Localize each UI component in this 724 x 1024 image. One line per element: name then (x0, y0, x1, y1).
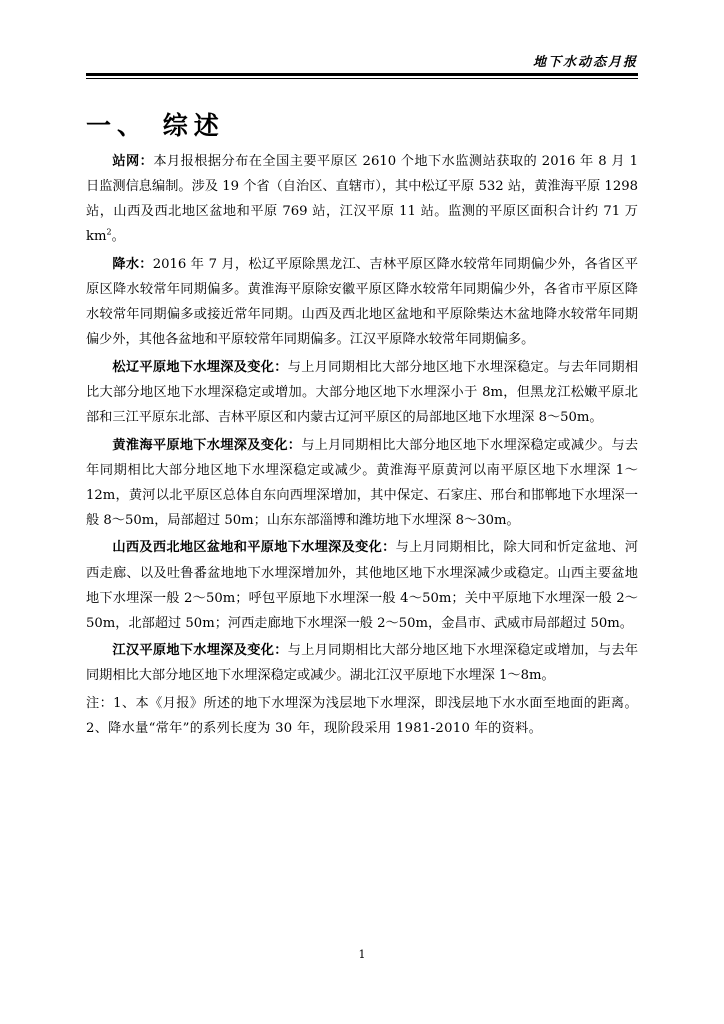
paragraph-jianghan (86, 638, 638, 688)
paragraph-text: 与上月同期相比大部分地区地下水埋深稳定或增加，与去年同期相比大部分地区地下水埋深稳定或减少。湖北江汉平原地下水埋深 1～8m。 (86, 643, 639, 684)
paragraph-text: 与上月同期相比大部分地区地下水埋深稳定。与去年同期相比大部分地区地下水埋深稳定或增加。大部分地区地下水埋深小于 8m，但黑龙江松嫩平原北部和三江平原东北部、吉林平原区和内蒙古辽河平原区的局部地区地下水埋深 8～50m。 (86, 359, 639, 425)
paragraph-text: 本月报根据分布在全国主要平原区 2610 个地下水监测站获取的 2016 年 8 月 1 日监测信息编制。涉及 19 个省（自治区、直辖市），其中松辽平原 532 站，黄淮海平原 1298 站，山西及西北地区盆地和平原 769 站，江汉平原 11 站。监测的平原区面积合计约 71 万 km (86, 154, 638, 245)
paragraph-tail: 。 (111, 229, 125, 245)
paragraph-shanxi (86, 535, 638, 635)
paragraph-lead: 江汉平原地下水埋深及变化： (112, 643, 288, 659)
paragraph-text: 与上月同期相比大部分地区地下水埋深稳定或减少。与去年同期相比大部分地区地下水埋深稳定或减少。黄淮海平原黄河以南平原区地下水埋深 1～12m，黄河以北平原区总体自东向西埋深增加，其中保定、石家庄、邢台和邯郸地下水埋深一般 8～50m，局部超过 50m；山东东部淄博和潍坊地下水埋深 8～30m。 (86, 437, 639, 528)
report-title: 地下水动态月报 (532, 55, 638, 70)
paragraph-text: 与上月同期相比，除大同和忻定盆地、河西走廊、以及吐鲁番盆地地下水埋深增加外，其他地区地下水埋深减少或稳定。山西主要盆地地下水埋深一般 2～50m；呼包平原地下水埋深一般 4～50m；关中平原地下水埋深一般 2～50m，北部超过 50m；河西走廊地下水埋深一般 2～50m，金昌市、武威市局部超过 50m。 (86, 540, 639, 631)
header-divider (86, 73, 638, 79)
body-content (86, 149, 638, 741)
paragraph-text: 2016 年 7 月，松辽平原除黑龙江、吉林平原区降水较常年同期偏少外，各省区平原区降水较常年同期偏多。黄淮海平原除安徽平原区降水较常年同期偏少外，各省市平原区降水较常年同期偏多或接近常年同期。山西及西北地区盆地和平原除柴达木盆地降水较常年同期偏少外，其他各盆地和平原较常年同期偏多。江汉平原降水较常年同期偏多。 (86, 256, 639, 348)
paragraph-lead: 站网： (112, 154, 154, 169)
paragraph-songliao (86, 355, 638, 430)
section-heading: 一、 综述 (86, 111, 225, 140)
paragraph-lead: 松辽平原地下水埋深及变化： (112, 359, 288, 375)
paragraph-network (86, 149, 638, 249)
paragraph-lead: 黄淮海平原地下水埋深及变化： (112, 437, 302, 453)
paragraph-lead: 山西及西北地区盆地和平原地下水埋深及变化： (112, 540, 396, 556)
footnote: 注：1、本《月报》所述的地下水埋深为浅层地下水埋深，即浅层地下水水面至地面的距离。 2、降水量“常年”的系列长度为 30 年，现阶段采用 1981-2010 年的资料。 (86, 695, 638, 737)
paragraph-lead: 降水： (112, 256, 153, 272)
page-number: 1 (358, 948, 366, 961)
superscript: 2 (106, 227, 112, 237)
paragraph-huanghuaihai (86, 433, 638, 533)
paragraph-precipitation (86, 252, 638, 352)
